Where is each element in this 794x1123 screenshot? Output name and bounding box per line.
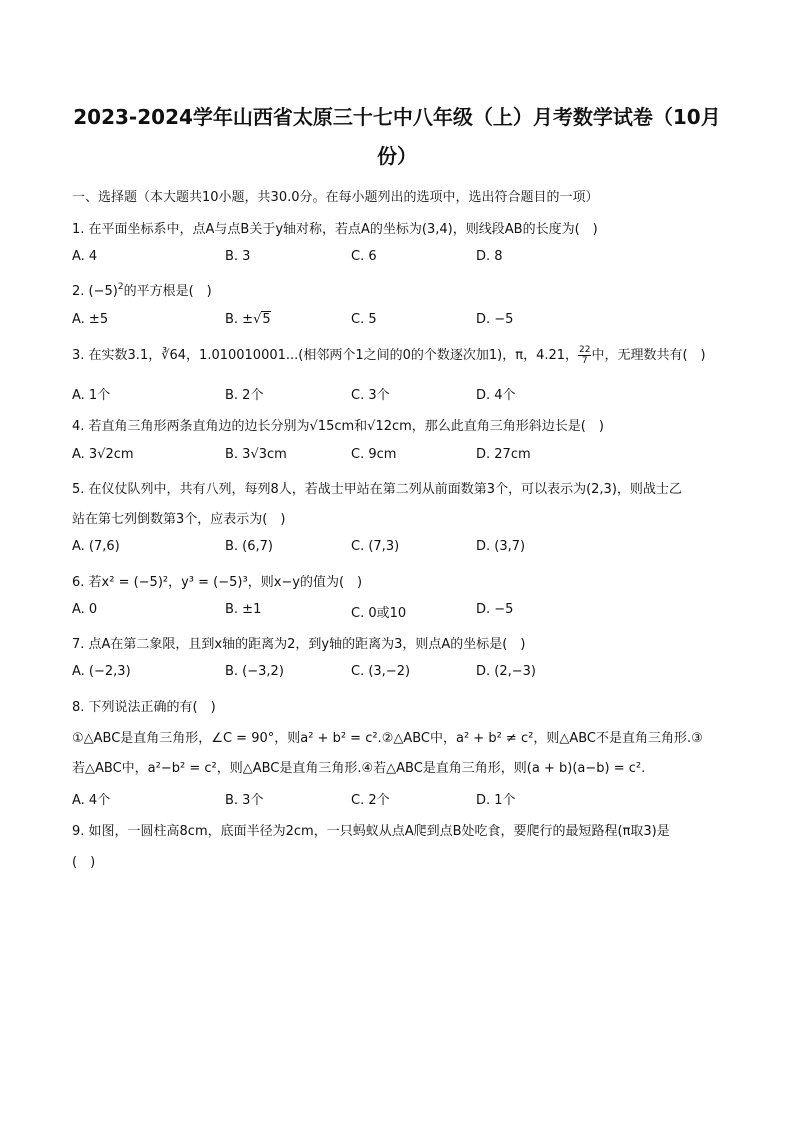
option-c: C. 0或10 bbox=[351, 606, 407, 621]
option-b: B. 3√3cm bbox=[225, 447, 287, 462]
option-b: B. (6,7) bbox=[225, 539, 274, 554]
option-d: D. −5 bbox=[476, 312, 514, 327]
option-c: C. (3,−2) bbox=[351, 664, 411, 679]
option-b: B. ±√5 bbox=[225, 312, 271, 327]
question-8-stem: 8. 下列说法正确的有( ) bbox=[72, 700, 216, 715]
question-9-stem-line1: 9. 如图，一圆柱高8cm，底面半径为2cm，一只蚂蚁从点A爬到点B处吃食，要爬行的最短路程(π取3)是 bbox=[72, 824, 670, 839]
question-3-cube-root: ∛64 bbox=[161, 348, 187, 363]
question-8-statement-line2: 若△ABC中，a²−b² = c²，则△ABC是直角三角形.④若△ABC是直角三角形，则(a + b)(a−b) = c². bbox=[72, 761, 646, 776]
option-c: C. (7,3) bbox=[351, 539, 400, 554]
option-a: A. ±5 bbox=[72, 312, 109, 327]
question-2-stem-a: 2. (−5) bbox=[72, 284, 118, 299]
option-d: D. 4个 bbox=[476, 388, 516, 403]
option-a: A. 4 bbox=[72, 249, 98, 264]
option-a: A. 4个 bbox=[72, 793, 111, 808]
option-d: D. (3,7) bbox=[476, 539, 526, 554]
option-a: A. 0 bbox=[72, 602, 98, 617]
question-2-stem-b: 的平方根是( ) bbox=[123, 284, 212, 299]
question-3-stem-c: 中，无理数共有( ) bbox=[591, 348, 706, 363]
option-a: A. 1个 bbox=[72, 388, 111, 403]
question-4-options bbox=[72, 447, 732, 467]
option-d: D. −5 bbox=[476, 602, 514, 617]
option-d: D. 8 bbox=[476, 249, 503, 264]
question-3-stem bbox=[72, 344, 706, 366]
question-3-fraction bbox=[578, 345, 591, 366]
question-3-stem-b: ，1.010010001...(相邻两个1之间的0的个数逐次加1)，π，4.21， bbox=[186, 348, 579, 363]
question-5-options bbox=[72, 539, 732, 559]
question-8-options bbox=[72, 789, 732, 809]
option-c: C. 9cm bbox=[351, 447, 397, 462]
section-heading: 一、选择题（本大题共10小题，共30.0分。在每小题列出的选项中，选出符合题目的一项） bbox=[72, 190, 599, 205]
question-8-statement-line1: ①△ABC是直角三角形，∠C = 90°，则a² + b² = c².②△ABC中，a² + b² ≠ c²，则△ABC不是直角三角形.③ bbox=[72, 731, 703, 746]
question-7-stem: 7. 点A在第二象限，且到x轴的距离为2，到y轴的距离为3，则点A的坐标是( ) bbox=[72, 637, 526, 652]
question-3-stem-a: 3. 在实数3.1， bbox=[72, 348, 162, 363]
question-1-stem: 1. 在平面坐标系中，点A与点B关于y轴对称，若点A的坐标为(3,4)，则线段AB的长度为( ) bbox=[72, 222, 598, 237]
option-b: B. ±1 bbox=[225, 602, 262, 617]
option-c: C. 5 bbox=[351, 312, 377, 327]
question-3-options bbox=[72, 384, 732, 404]
question-2-stem bbox=[72, 280, 212, 299]
question-2-exponent: 2 bbox=[117, 282, 124, 292]
option-d: D. 1个 bbox=[476, 793, 516, 808]
option-a: A. (−2,3) bbox=[72, 664, 131, 679]
option-b: B. 3 bbox=[225, 249, 251, 264]
question-6-stem: 6. 若x² = (−5)²，y³ = (−5)³，则x−y的值为( ) bbox=[72, 575, 363, 590]
question-9-stem-line2: ( ) bbox=[72, 855, 96, 870]
option-b-prefix: B. ± bbox=[225, 312, 254, 327]
option-b: B. 2个 bbox=[225, 388, 264, 403]
option-b-radicand: 5 bbox=[262, 312, 271, 327]
question-4-stem: 4. 若直角三角形两条直角边的边长分别为√15cm和√12cm，那么此直角三角形斜边长是( ) bbox=[72, 419, 604, 434]
question-5-stem-line2: 站在第七列倒数第3个，应表示为( ) bbox=[72, 512, 286, 527]
fraction-numerator: 22 bbox=[579, 345, 591, 355]
question-2-options bbox=[72, 312, 732, 332]
option-d: D. (2,−3) bbox=[476, 664, 536, 679]
question-1-options bbox=[72, 249, 732, 269]
option-c: C. 3个 bbox=[351, 388, 390, 403]
option-c: C. 6 bbox=[351, 249, 377, 264]
exam-title-line2: 份） bbox=[377, 144, 417, 168]
question-6-options bbox=[72, 602, 732, 622]
question-5-stem-line1: 5. 在仪仗队列中，共有八列，每列8人，若战士甲站在第二列从前面数第3个，可以表示为(2,3)，则战士乙 bbox=[72, 482, 682, 497]
exam-title-line1: 2023-2024学年山西省太原三十七中八年级（上）月考数学试卷（10月 bbox=[73, 105, 721, 129]
option-b: B. 3个 bbox=[225, 793, 264, 808]
option-b: B. (−3,2) bbox=[225, 664, 284, 679]
option-d: D. 27cm bbox=[476, 447, 531, 462]
fraction-denominator: 7 bbox=[581, 356, 588, 366]
option-a: A. 3√2cm bbox=[72, 447, 134, 462]
question-7-options bbox=[72, 664, 732, 684]
option-a: A. (7,6) bbox=[72, 539, 120, 554]
option-c: C. 2个 bbox=[351, 793, 390, 808]
